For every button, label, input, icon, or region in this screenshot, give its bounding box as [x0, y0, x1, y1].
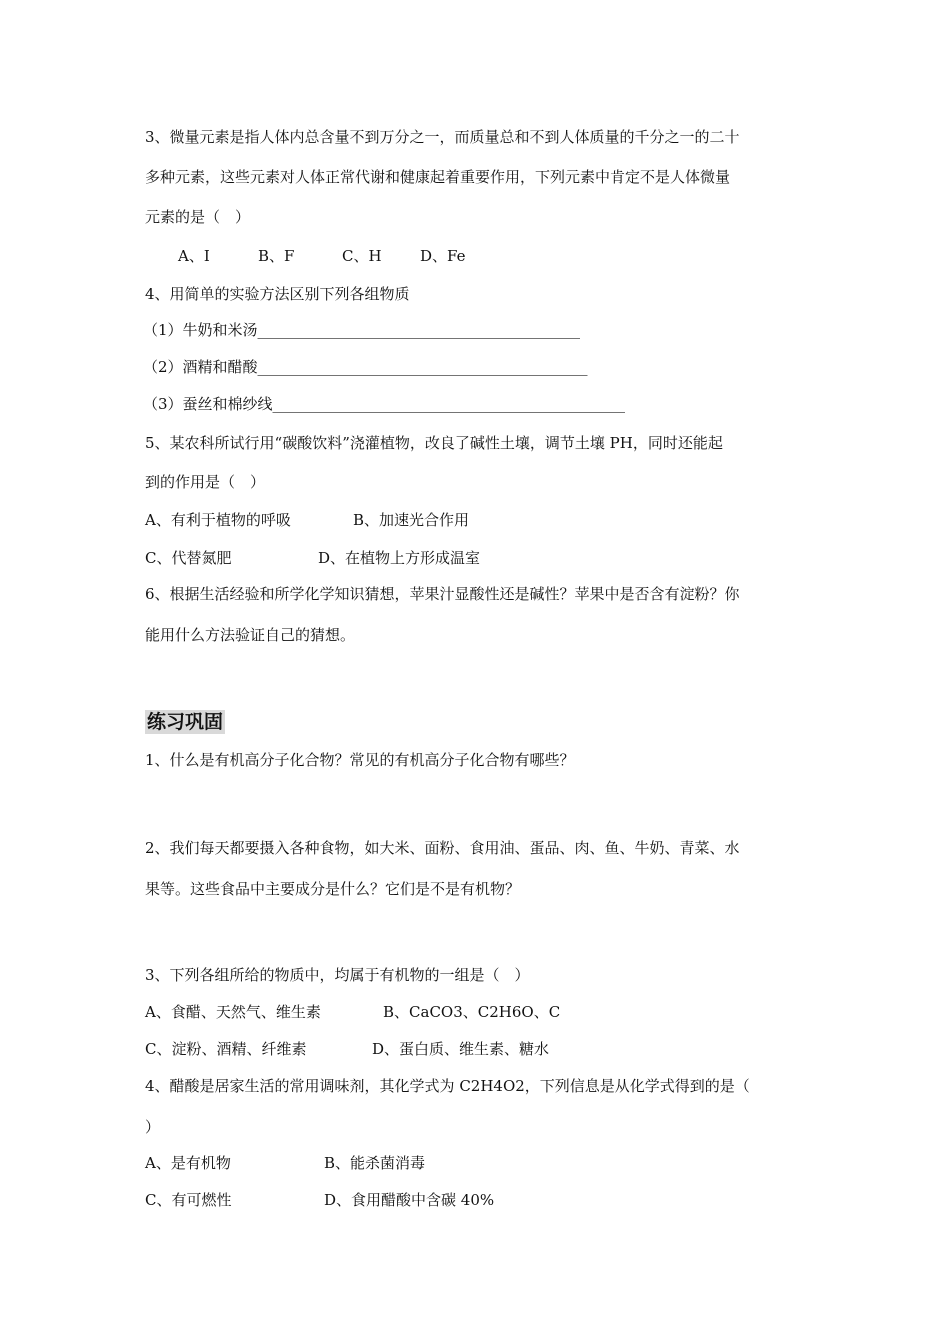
q3-option-b: B、F	[258, 247, 295, 265]
q5-options-row2	[145, 548, 480, 568]
s2-q4-line2: ）	[145, 1118, 161, 1136]
s2-q3-options-row2	[145, 1039, 549, 1059]
q6-line1: 6、根据生活经验和所学化学知识猜想，苹果汁显酸性还是碱性？苹果中是否含有淀粉？你	[145, 585, 740, 603]
s2-q4-options-row2	[145, 1190, 494, 1210]
s2-q3-option-c: C、淀粉、酒精、纤维素	[145, 1040, 307, 1058]
s2-q3-stem: 3、下列各组所给的物质中，均属于有机物的一组是（ ）	[145, 966, 530, 984]
s2-q3-options-row1	[145, 1002, 560, 1022]
s2-q3-option-b: B、CaCO3、C2H6O、C	[383, 1003, 561, 1021]
q5-options-row1	[145, 510, 469, 530]
s2-q1: 1、什么是有机高分子化合物？常见的有机高分子化合物有哪些？	[145, 751, 575, 769]
section-heading: 练习巩固	[147, 711, 224, 733]
q5-option-b: B、加速光合作用	[353, 511, 470, 529]
q4-item-1: （1）牛奶和米汤___________________________________________	[143, 321, 581, 339]
q3-option-a: A、I	[178, 247, 210, 265]
s2-q4-options-row1	[145, 1153, 425, 1173]
s2-q4-option-b: B、能杀菌消毒	[324, 1154, 426, 1172]
s2-q4-option-d: D、食用醋酸中含碳 40%	[324, 1191, 495, 1209]
s2-q4-option-c: C、有可燃性	[145, 1191, 232, 1209]
q3-option-d: D、Fe	[420, 247, 466, 265]
q4-stem: 4、用简单的实验方法区别下列各组物质	[145, 285, 410, 303]
q5-option-a: A、有利于植物的呼吸	[145, 511, 291, 529]
q3-line1: 3、微量元素是指人体内总含量不到万分之一，而质量总和不到人体质量的千分之一的二十	[145, 128, 740, 146]
q3-options	[178, 246, 466, 266]
s2-q4-option-a: A、是有机物	[145, 1154, 231, 1172]
q5-option-c: C、代替氮肥	[145, 549, 232, 567]
q5-option-d: D、在植物上方形成温室	[318, 549, 481, 567]
q4-item-2: （2）酒精和醋酸____________________________________________	[143, 358, 588, 376]
s2-q3-option-a: A、食醋、天然气、维生素	[145, 1003, 321, 1021]
q5-line2: 到的作用是（ ）	[145, 473, 266, 491]
s2-q2-line1: 2、我们每天都要摄入各种食物，如大米、面粉、食用油、蛋品、肉、鱼、牛奶、青菜、水	[145, 839, 740, 857]
s2-q2-line2: 果等。这些食品中主要成分是什么？它们是不是有机物？	[145, 880, 521, 898]
q3-line2: 多种元素，这些元素对人体正常代谢和健康起着重要作用，下列元素中肯定不是人体微量	[145, 168, 731, 186]
q3-option-c: C、H	[342, 247, 382, 265]
s2-q4-line1: 4、醋酸是居家生活的常用调味剂，其化学式为 C2H4O2，下列信息是从化学式得到的是（	[145, 1077, 750, 1095]
q3-line3: 元素的是（ ）	[145, 208, 251, 226]
s2-q3-option-d: D、蛋白质、维生素、糖水	[372, 1040, 550, 1058]
q6-line2: 能用什么方法验证自己的猜想。	[145, 626, 356, 644]
q4-item-3: （3）蚕丝和棉纱线_______________________________________________	[143, 395, 626, 413]
q5-line1: 5、某农科所试行用“碳酸饮料”浇灌植物，改良了碱性土壤，调节土壤 PH，同时还能起	[145, 434, 723, 452]
